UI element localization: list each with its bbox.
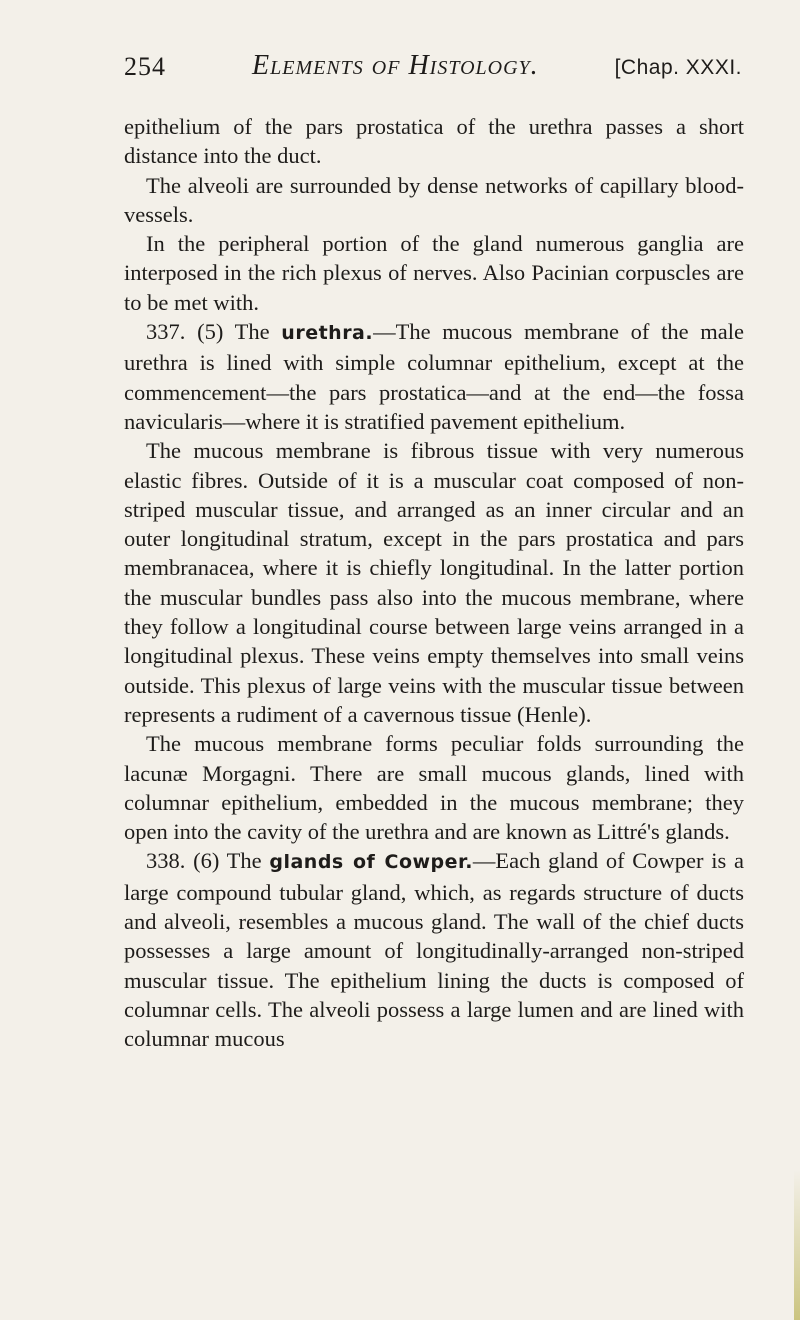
section-338-text: —Each gland of Cowper is a large compound tubular gland, which, as regards structure of ducts and alveoli, resembles a mucous gland. The wall of the chief ducts possesses a large amount of longitudinally-arranged non-striped muscular tissue. The epithelium lining the ducts is composed of columnar cells. The alveoli possess a large lumen and are lined with columnar mucous bbox=[124, 848, 744, 1052]
page-number: 254 bbox=[124, 52, 166, 81]
section-heading-cowper: glands of Cowper. bbox=[269, 851, 473, 874]
body-text bbox=[124, 112, 744, 1054]
paragraph-folds: The mucous membrane forms peculiar folds surrounding the lacunæ Morgagni. There are small mucous glands, lined with columnar epithelium, embedded in the mucous membrane; they open into the cavity of the urethra and are known as Littré's glands. bbox=[124, 731, 744, 845]
section-338-cowper bbox=[124, 846, 744, 1053]
paragraph-mucous-membrane: The mucous membrane is fibrous tissue with very numerous elastic fibres. Outside of it is a muscular coat composed of non-striped muscular tissue, and arranged as an inner circular and an outer longitudinal stratum, except in the pars prostatica and pars membranacea, where it is chiefly longitudinal. In the latter portion the muscular bundles pass also into the mucous membrane, where they follow a longitudinal course between large veins arranged in a longitudinal plexus. These veins empty themselves into small veins outside. This plexus of large veins with the muscular tissue between represents a rudiment of a cavernous tissue (Henle). bbox=[124, 438, 744, 727]
section-337-urethra bbox=[124, 317, 744, 436]
section-337-text: —The mucous membrane of the male urethra is lined with simple columnar epithelium, except at the commencement—the pars prostatica—and at the end—the fossa navicularis—where it is stratified pavement epithelium. bbox=[124, 319, 745, 434]
paragraph-alveoli: The alveoli are surrounded by dense networks of capillary blood-vessels. bbox=[124, 172, 744, 227]
section-337-number: 337. (5) The bbox=[146, 319, 282, 345]
section-heading-urethra: urethra. bbox=[281, 322, 374, 345]
book-title: Elements of Histology. bbox=[252, 50, 539, 81]
paragraph-nerves: In the peripheral portion of the gland numerous ganglia are interposed in the rich plexus of nerves. Also Pacinian corpuscles are to be met with. bbox=[124, 231, 744, 315]
chapter-label: [Chap. XXXI. bbox=[614, 56, 742, 79]
page-edge-shadow bbox=[794, 1170, 800, 1320]
section-338-number: 338. (6) The bbox=[146, 848, 270, 874]
paragraph-continued: epithelium of the pars prostatica of the urethra passes a short distance into the duct. bbox=[124, 114, 744, 169]
running-head bbox=[124, 52, 744, 92]
